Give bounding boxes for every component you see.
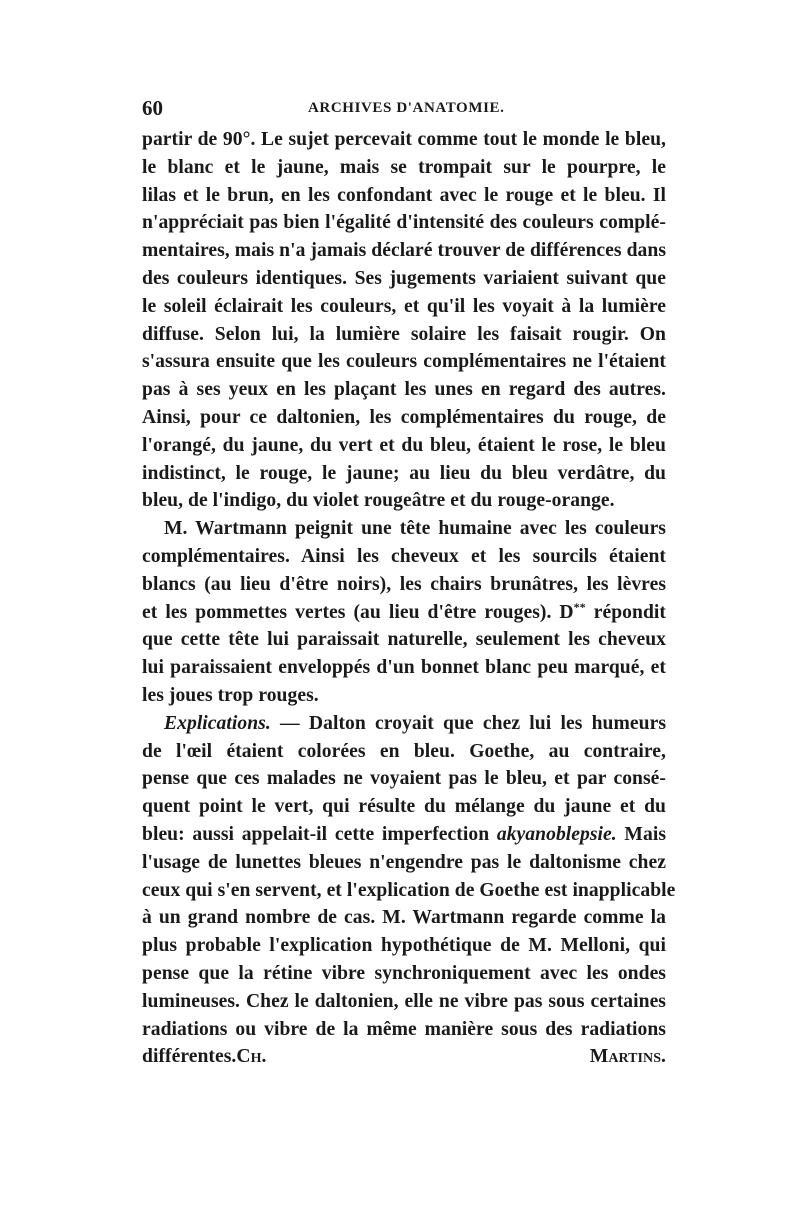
paragraph-wartmann-head — [142, 515, 666, 710]
text-line: pas à ses yeux en les plaçant les unes en regard des autres. — [142, 379, 666, 401]
section-heading: Explications. — [164, 712, 271, 734]
text-line: ceux qui s'en servent, et l'explication de Goethe est inapplicable — [142, 879, 676, 901]
superscript: ** — [573, 599, 586, 614]
text-line: pense que la rétine vibre synchroniquement avec les ondes — [142, 962, 666, 984]
text-line: diffuse. Selon lui, la lumière solaire les faisait rougir. On — [142, 323, 666, 345]
author-signature: Ch. Martins. — [236, 1046, 666, 1068]
text-line: Ainsi, pour ce daltonien, les complémentaires du rouge, de — [142, 406, 666, 428]
text-line: indistinct, le rouge, le jaune; au lieu du bleu verdâtre, du — [142, 462, 666, 484]
text-line: l'usage de lunettes bleues n'engendre pas le daltonisme chez — [142, 851, 666, 873]
text-line: lumineuses. Chez le daltonien, elle ne vibre pas sous certaines — [142, 990, 666, 1012]
text-line: des couleurs identiques. Ses jugements variaient suivant que — [142, 267, 666, 289]
text-line — [142, 821, 666, 849]
text-line — [142, 710, 666, 738]
text-line: radiations ou vibre de la même manière sous des radiations — [142, 1018, 666, 1040]
body-text — [142, 126, 676, 1071]
text-fragment: — Dalton croyait que chez lui les humeurs — [270, 712, 666, 734]
text-line: complémentaires. Ainsi les cheveux et les sourcils étaient — [142, 545, 666, 567]
text-line: n'appréciait pas bien l'égalité d'intensité des couleurs complé- — [142, 212, 666, 234]
text-line: lui paraissaient enveloppés d'un bonnet blanc peu marqué, et — [142, 657, 666, 679]
page-number: 60 — [142, 96, 163, 120]
text-fragment: et les pommettes vertes (au lieu d'être rouges). D — [142, 601, 574, 623]
text-line: pense que ces malades ne voyaient pas le bleu, et par consé- — [142, 768, 666, 790]
text-line: M. Wartmann peignit une tête humaine avec les couleurs — [164, 518, 666, 540]
italic-term: akyanoblepsie. — [496, 823, 617, 845]
page-header — [142, 96, 660, 126]
running-title: ARCHIVES D'ANATOMIE. — [308, 100, 505, 116]
text-line — [142, 1043, 666, 1071]
text-line: les joues trop rouges. — [142, 684, 319, 706]
text-line: l'orangé, du jaune, du vert et du bleu, étaient le rose, le bleu — [142, 434, 666, 456]
text-line: le blanc et le jaune, mais se trompait sur le pourpre, le — [142, 156, 666, 178]
text-line: blancs (au lieu d'être noirs), les chairs brunâtres, les lèvres — [142, 573, 666, 595]
text-line: de l'œil étaient colorées en bleu. Goethe, au contraire, — [142, 740, 666, 762]
text-line: que cette tête lui paraissait naturelle, seulement les cheveux — [142, 629, 666, 651]
text-line: partir de 90°. Le sujet percevait comme tout le monde le bleu, — [142, 129, 666, 150]
text-fragment: différentes. — [142, 1046, 237, 1068]
text-line: lilas et le brun, en les confondant avec le rouge et le bleu. Il — [142, 184, 666, 206]
text-line: plus probable l'explication hypothétique de M. Melloni, qui — [142, 935, 666, 957]
text-line: quent point le vert, qui résulte du mélange du jaune et du — [142, 796, 666, 818]
text-line — [142, 599, 666, 627]
text-line: mentaires, mais n'a jamais déclaré trouver de différences dans — [142, 240, 666, 262]
text-line: s'assura ensuite que les couleurs complémentaires ne l'étaient — [142, 351, 666, 373]
text-fragment: Mais — [616, 823, 666, 845]
text-fragment: répondit — [585, 601, 666, 623]
text-fragment: bleu: aussi appelait-il cette imperfection — [142, 823, 497, 845]
text-line: à un grand nombre de cas. M. Wartmann regarde comme la — [142, 907, 666, 929]
paragraph-color-perception — [142, 126, 666, 515]
paragraph-explications — [142, 710, 676, 1071]
text-line: le soleil éclairait les couleurs, et qu'il les voyait à la lumière — [142, 295, 666, 317]
text-line: bleu, de l'indigo, du violet rougeâtre et du rouge-orange. — [142, 490, 615, 512]
